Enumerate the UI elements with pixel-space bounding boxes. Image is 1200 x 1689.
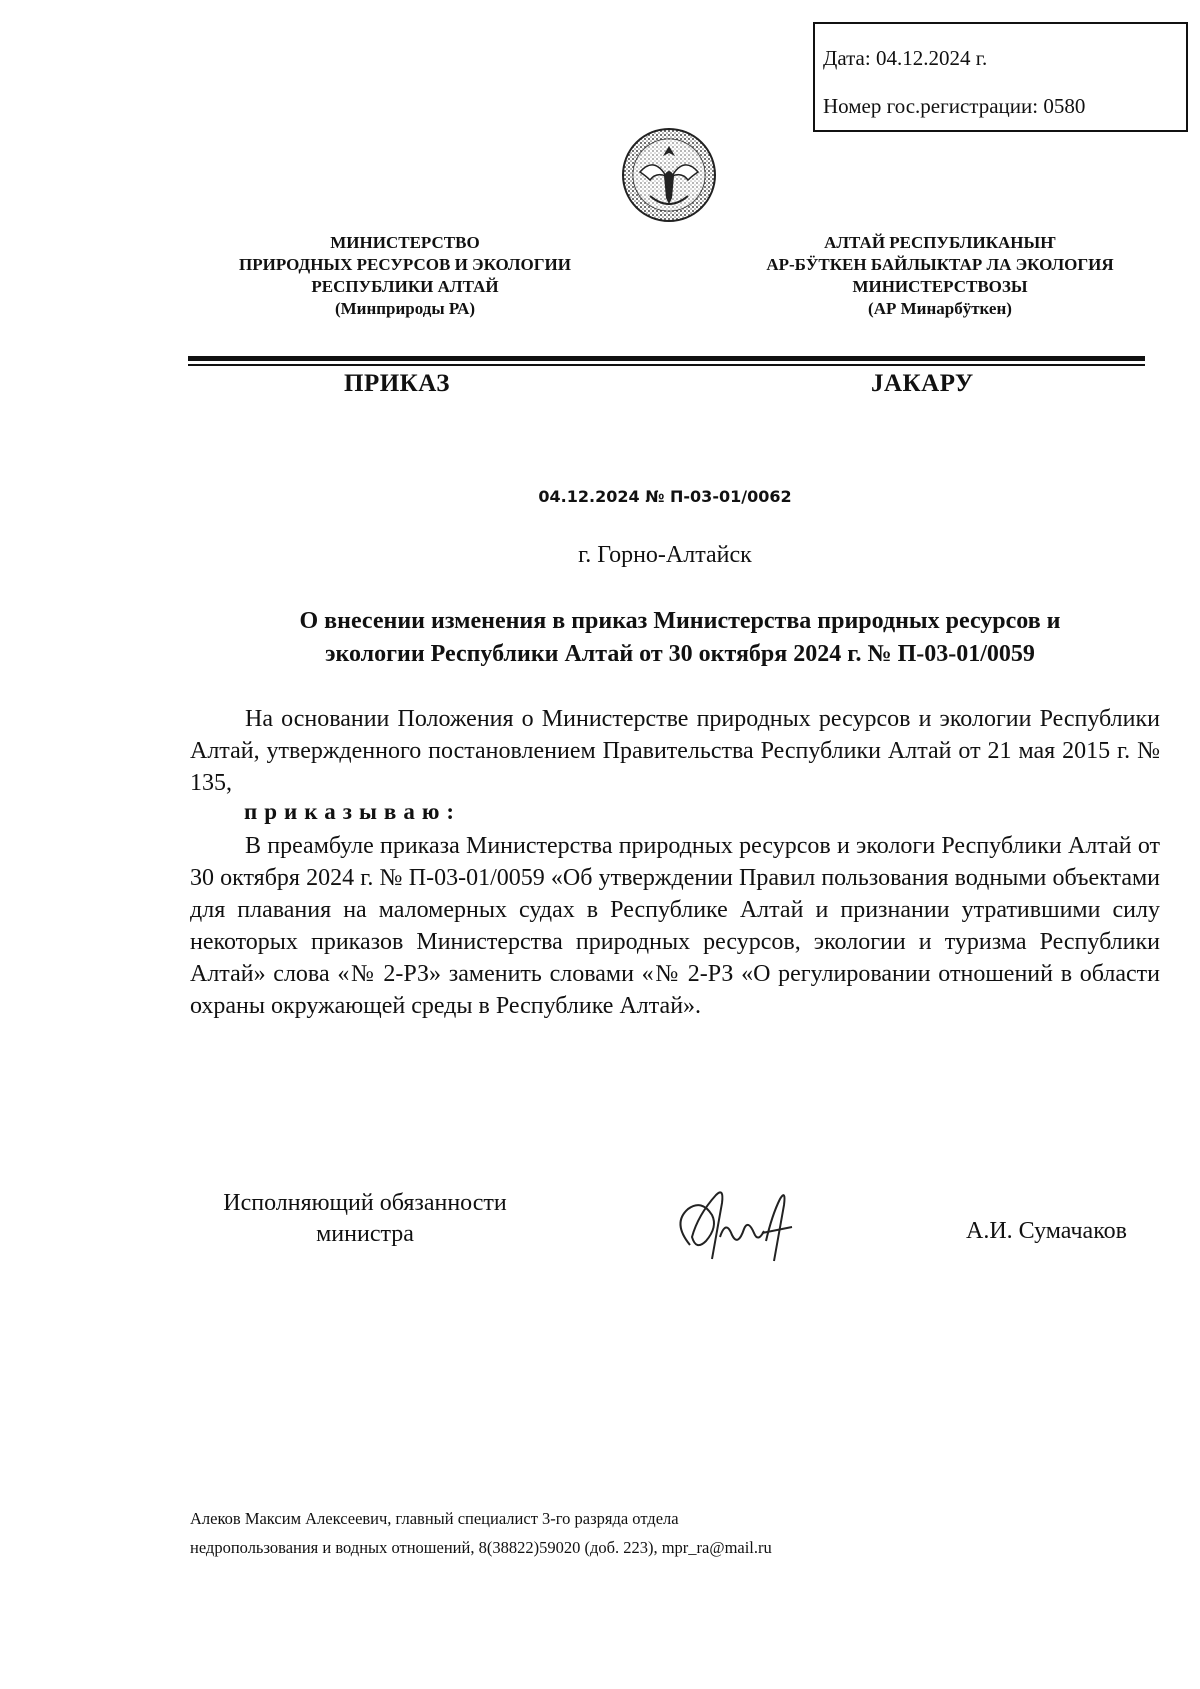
order-verb: приказываю:	[244, 799, 462, 824]
order-heading-russian: ПРИКАЗ	[344, 370, 450, 397]
registration-date-value: 04.12.2024 г.	[875, 46, 988, 70]
ministry-header-line: АЛТАЙ РЕСПУБЛИКАНЫҤ	[824, 233, 1056, 252]
header-divider-thick	[188, 356, 1145, 361]
republic-altai-emblem-icon	[620, 126, 718, 224]
registration-number-label: Номер гос.регистрации:	[823, 94, 1039, 118]
registration-stamp	[813, 22, 1188, 132]
ministry-header-line: РЕСПУБЛИКИ АЛТАЙ	[311, 277, 499, 296]
ministry-header-short-name: (АР Минарбӱткен)	[868, 299, 1012, 318]
executor-contact-line: недропользования и водных отношений, 8(38822)59020 (доб. 223), mpr_ra@mail.ru	[190, 1538, 772, 1557]
order-title-line: экологии Республики Алтай от 30 октября 2024 г. № П-03-01/0059	[325, 641, 1035, 667]
registration-number-value: 0580	[1043, 94, 1086, 118]
signer-position-line: Исполняющий обязанности	[223, 1190, 507, 1216]
order-body-paragraph	[190, 830, 1160, 1022]
signer-name: А.И. Сумачаков	[966, 1218, 1127, 1244]
ministry-header-altai	[705, 232, 1175, 320]
city-line: г. Горно-Алтайск	[578, 542, 752, 568]
basis-text: На основании Положения о Министерстве природных ресурсов и экологии Республики Алтай, утвержденного постановлением Правительства Республики Алтай от 21 мая 2015 г. № 135,	[190, 706, 1160, 796]
order-body-text: В преамбуле приказа Министерства природных ресурсов и экологи Республики Алтай от 30 октября 2024 г. № П-03-01/0059 «Об утверждении Правил пользования водными объектами для плавания на маломерных судах в Республике Алтай и признании утратившими силу некоторых приказов Министерства природных ресурсов, экологии и туризма Республики Алтай» слова «№ 2-РЗ» заменить словами «№ 2-РЗ «О регулировании отношений в области охраны окружающей среды в Республике Алтай».	[190, 833, 1160, 1019]
signer-position	[190, 1188, 540, 1250]
ministry-header-russian	[170, 232, 640, 320]
order-title-line: О внесении изменения в приказ Министерства природных ресурсов и	[299, 608, 1061, 634]
signer-position-line: министра	[316, 1221, 414, 1247]
order-number-line: 04.12.2024 № П-03-01/0062	[538, 487, 792, 506]
registration-date-line	[823, 46, 987, 71]
order-title	[200, 605, 1160, 671]
ministry-header-line: МИНИСТЕРСТВОЗЫ	[852, 277, 1028, 296]
ministry-header-line: АР-БӰТКЕН БАЙЛЫКТАР ЛА ЭКОЛОГИЯ	[766, 255, 1114, 274]
handwritten-signature-icon	[668, 1175, 818, 1265]
ministry-header-short-name: (Минприроды РА)	[334, 299, 476, 318]
ministry-header-line: МИНИСТЕРСТВО	[330, 233, 480, 252]
basis-paragraph	[190, 703, 1160, 799]
ministry-header-line: ПРИРОДНЫХ РЕСУРСОВ И ЭКОЛОГИИ	[239, 255, 571, 274]
executor-contact	[190, 1504, 1090, 1562]
order-heading-altai: ЈАКАРУ	[871, 370, 974, 397]
header-divider-thin	[188, 364, 1145, 366]
executor-contact-line: Алеков Максим Алексеевич, главный специалист 3-го разряда отдела	[190, 1509, 679, 1528]
registration-date-label: Дата:	[823, 46, 871, 70]
registration-number-line	[823, 94, 1085, 119]
